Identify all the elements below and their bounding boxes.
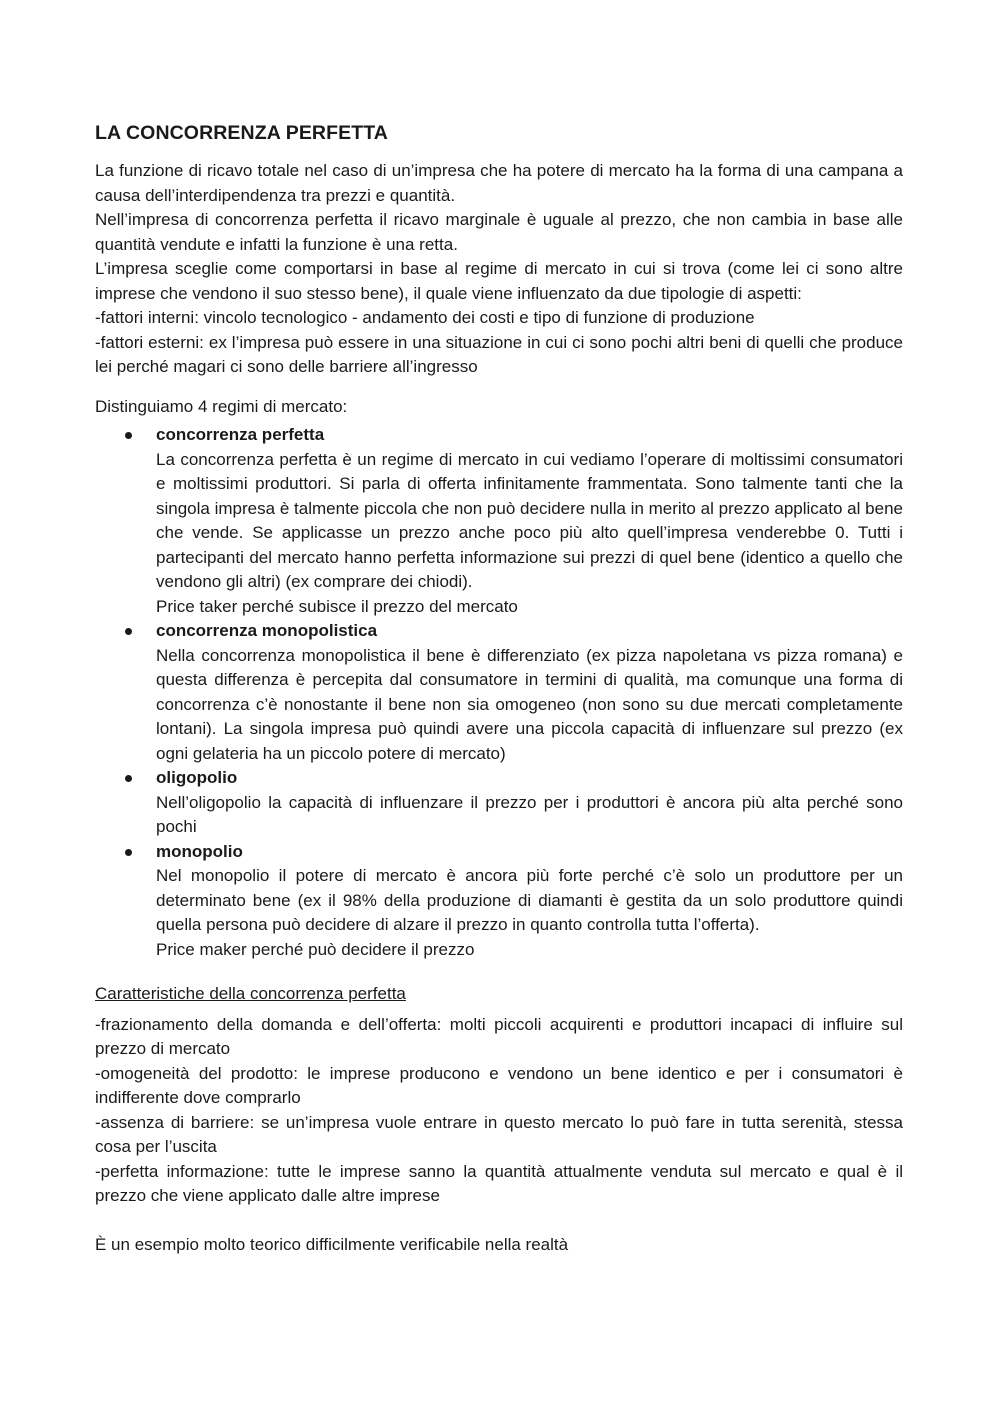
list-item-body: Nel monopolio il potere di mercato è ancora più forte perché c’è solo un produttore per un determinato bene (ex il 98% della produzione di diamanti è gestita da un solo produttore quindi quella persona può decidere di alzare il prezzo in quanto controlla tutta l’offerta).: [156, 866, 903, 934]
list-item-heading: concorrenza perfetta: [156, 425, 325, 444]
list-item-heading: concorrenza monopolistica: [156, 621, 378, 640]
regimes-list: [95, 423, 903, 962]
list-item-note: Price maker perché può decidere il prezzo: [156, 939, 475, 959]
intro-paragraph: L’impresa sceglie come comportarsi in base al regime di mercato in cui si trova (come lei ci sono altre imprese che vendono il suo stesso bene), il quale viene influenzato da due tipologie di aspetti:: [95, 259, 903, 303]
characteristics-heading: Caratteristiche della concorrenza perfetta: [95, 984, 406, 1003]
characteristic-item: -perfetta informazione: tutte le imprese sanno la quantità attualmente venduta sul mercato e qual è il prezzo che viene applicato dalle altre imprese: [95, 1161, 903, 1205]
list-item: [95, 766, 903, 840]
characteristic-item: -frazionamento della domanda e dell’offerta: molti piccoli acquirenti e produttori incapaci di influire sul prezzo di mercato: [95, 1014, 903, 1058]
list-item: [95, 840, 903, 963]
list-item-heading: oligopolio: [156, 768, 238, 787]
list-item-body: Nella concorrenza monopolistica il bene è differenziato (ex pizza napoletana vs pizza romana) e questa differenza è percepita dal consumatore in termini di qualità, ma comunque una forma di concorrenza c’è nonostante il bene non sia omogeneo (non sono su due mercati completamente lontani). La singola impresa può quindi avere una piccola capacità di influenzare sul prezzo (ex ogni gelateria ha un piccolo potere di mercato): [156, 645, 903, 763]
list-item-body: La concorrenza perfetta è un regime di mercato in cui vediamo l’operare di moltissimi consumatori e moltissimi produttori. Si parla di offerta infinitamente frammentata. Sono talmente tanti che la singola impresa è talmente piccola che non può decidere nulla in merito al prezzo applicato al bene che vende. Se applicasse un prezzo anche poco più alto quell’impresa venderebbe 0. Tutti i partecipanti del mercato hanno perfetta informazione sui prezzi di quel bene (identico a quello che vendono gli altri) (ex comprare dei chiodi).: [156, 449, 903, 591]
conclusion: È un esempio molto teorico difficilmente verificabile nella realtà: [95, 1234, 569, 1254]
list-item: [95, 619, 903, 766]
characteristics-section: [95, 1013, 903, 1209]
intro-section: [95, 159, 903, 380]
characteristic-item: -assenza di barriere: se un’impresa vuole entrare in questo mercato lo può fare in tutta serenità, stessa cosa per l’uscita: [95, 1112, 903, 1156]
intro-paragraph: Nell’impresa di concorrenza perfetta il ricavo marginale è uguale al prezzo, che non cambia in base alle quantità vendute e infatti la funzione è una retta.: [95, 210, 903, 254]
list-item-body: Nell’oligopolio la capacità di influenzare il prezzo per i produttori è ancora più alta perché sono pochi: [156, 792, 903, 836]
document-page: [95, 119, 903, 1257]
intro-paragraph: -fattori esterni: ex l’impresa può essere in una situazione in cui ci sono pochi altri beni di quelli che produce lei perché magari ci sono delle barriere all’ingresso: [95, 332, 903, 376]
bullet-icon: [125, 849, 132, 856]
intro-paragraph: -fattori interni: vincolo tecnologico - andamento dei costi e tipo di funzione di produzione: [95, 308, 755, 327]
page-title: LA CONCORRENZA PERFETTA: [95, 122, 388, 144]
list-item: [95, 423, 903, 619]
regimes-intro: Distinguiamo 4 regimi di mercato:: [95, 396, 348, 416]
bullet-icon: [125, 775, 132, 782]
list-item-note: Price taker perché subisce il prezzo del mercato: [156, 596, 518, 616]
bullet-icon: [125, 432, 132, 439]
characteristic-item: -omogeneità del prodotto: le imprese producono e vendono un bene identico e per i consumatori è indifferente dove comprarlo: [95, 1063, 903, 1107]
bullet-icon: [125, 628, 132, 635]
list-item-heading: monopolio: [156, 841, 243, 861]
intro-paragraph: La funzione di ricavo totale nel caso di un’impresa che ha potere di mercato ha la forma di una campana a causa dell’interdipendenza tra prezzi e quantità.: [95, 161, 903, 205]
